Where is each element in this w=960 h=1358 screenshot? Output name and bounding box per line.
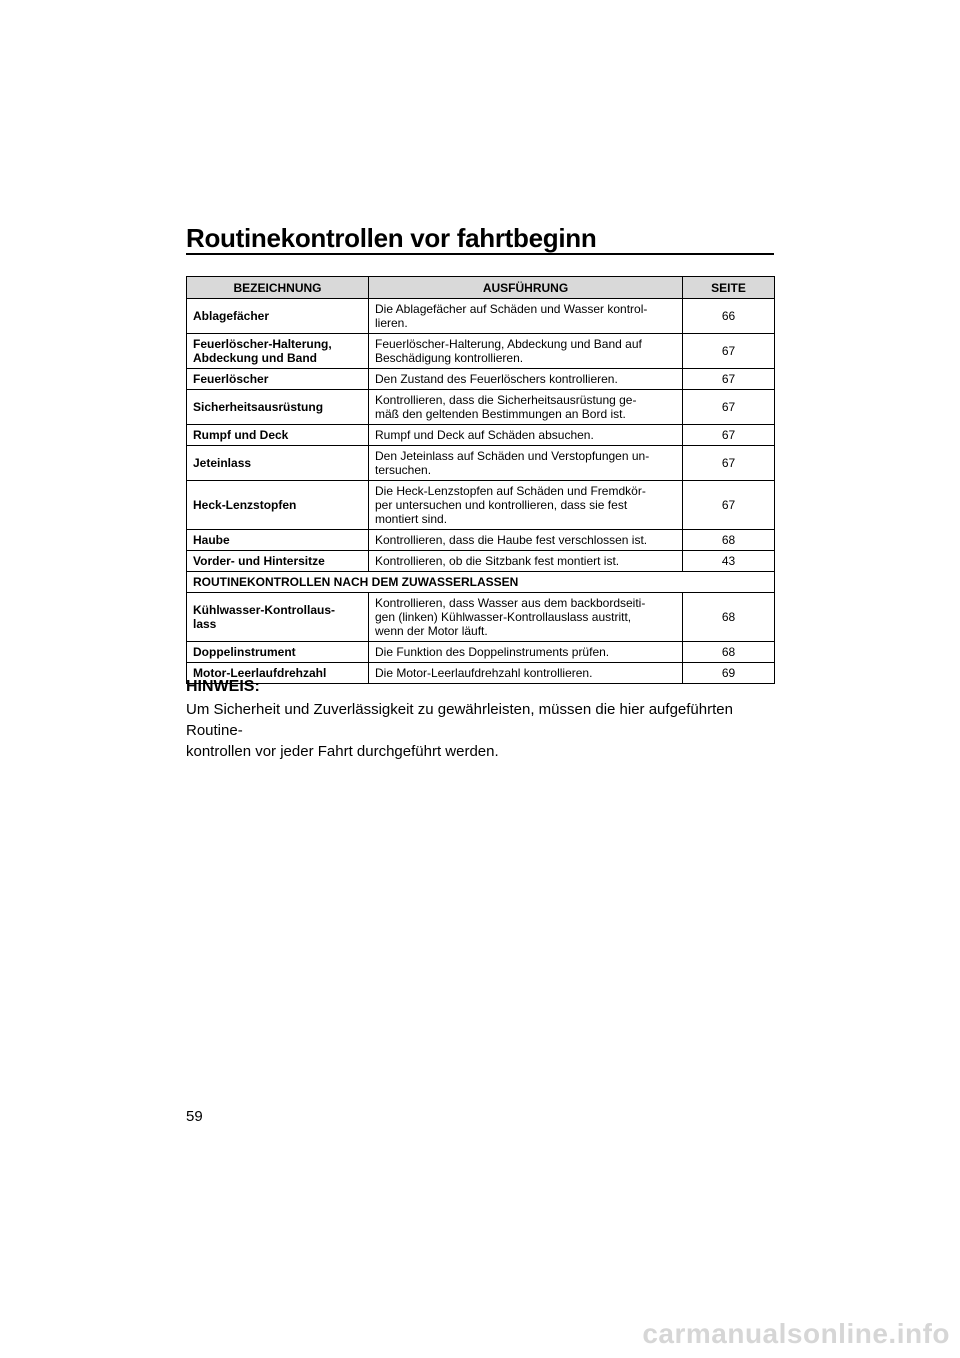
table-row (187, 593, 775, 642)
item-action-cell: Die Funktion des Doppelinstruments prüfen. (369, 642, 683, 663)
item-name-cell: Sicherheitsausrüstung (187, 390, 369, 425)
item-action-cell: Die Motor-Leerlaufdrehzahl kontrollieren. (369, 663, 683, 684)
item-action-cell: Kontrollieren, dass die Haube fest verschlossen ist. (369, 530, 683, 551)
table-row (187, 334, 775, 369)
item-page-cell: 69 (683, 663, 775, 684)
item-name-cell: Motor-Leerlaufdrehzahl (187, 663, 369, 684)
table-row (187, 663, 775, 684)
item-page-cell: 67 (683, 425, 775, 446)
table-body (187, 299, 775, 684)
section-row (187, 572, 775, 593)
table-row (187, 551, 775, 572)
page-title: Routinekontrollen vor fahrtbeginn (186, 223, 597, 253)
item-name-cell: Kühlwasser-Kontrollaus- lass (187, 593, 369, 642)
item-name-cell: Feuerlöscher (187, 369, 369, 390)
table-row (187, 369, 775, 390)
table-row (187, 446, 775, 481)
item-action-cell: Den Jeteinlass auf Schäden und Verstopfungen un- tersuchen. (369, 446, 683, 481)
note-text: Um Sicherheit und Zuverlässigkeit zu gewährleisten, müssen die hier aufgeführten Routine- kontrollen vor jeder Fahrt durchgeführt werden. (186, 701, 733, 760)
item-name-cell: Jeteinlass (187, 446, 369, 481)
item-action-cell: Kontrollieren, ob die Sitzbank fest montiert ist. (369, 551, 683, 572)
item-name-cell: Vorder- und Hintersitze (187, 551, 369, 572)
table-row (187, 642, 775, 663)
item-page-cell: 67 (683, 446, 775, 481)
column-header-action: AUSFÜHRUNG (369, 277, 683, 299)
item-name-cell: Ablagefächer (187, 299, 369, 334)
item-page-cell: 43 (683, 551, 775, 572)
title-divider (186, 253, 774, 255)
table-row (187, 481, 775, 530)
column-header-name: BEZEICHNUNG (187, 277, 369, 299)
section-label: ROUTINEKONTROLLEN NACH DEM ZUWASSERLASSEN (187, 572, 775, 593)
item-name-cell: Heck-Lenzstopfen (187, 481, 369, 530)
table-row (187, 390, 775, 425)
item-action-cell: Rumpf und Deck auf Schäden absuchen. (369, 425, 683, 446)
item-action-cell: Die Ablagefächer auf Schäden und Wasser kontrol- lieren. (369, 299, 683, 334)
table-row (187, 530, 775, 551)
item-name-cell: Haube (187, 530, 369, 551)
item-page-cell: 67 (683, 369, 775, 390)
column-header-page: SEITE (683, 277, 775, 299)
routine-check-table (186, 276, 775, 684)
item-page-cell: 68 (683, 530, 775, 551)
table-row (187, 425, 775, 446)
item-name-cell: Rumpf und Deck (187, 425, 369, 446)
item-action-cell: Die Heck-Lenzstopfen auf Schäden und Fremdkör- per untersuchen und kontrollieren, dass sie fest montiert sind. (369, 481, 683, 530)
item-action-cell: Kontrollieren, dass die Sicherheitsausrüstung ge- mäß den geltenden Bestimmungen an Bord ist. (369, 390, 683, 425)
item-page-cell: 67 (683, 390, 775, 425)
item-action-cell: Kontrollieren, dass Wasser aus dem backbordseiti- gen (linken) Kühlwasser-Kontrollauslass austritt, wenn der Motor läuft. (369, 593, 683, 642)
table-row (187, 299, 775, 334)
item-action-cell: Den Zustand des Feuerlöschers kontrollieren. (369, 369, 683, 390)
item-action-cell: Feuerlöscher-Halterung, Abdeckung und Band auf Beschädigung kontrollieren. (369, 334, 683, 369)
watermark-text: carmanualsonline.info (642, 1318, 950, 1349)
item-page-cell: 68 (683, 642, 775, 663)
item-page-cell: 67 (683, 334, 775, 369)
note-heading: HINWEIS: (186, 678, 260, 695)
page-number: 59 (186, 1108, 203, 1125)
item-name-cell: Doppelinstrument (187, 642, 369, 663)
item-page-cell: 67 (683, 481, 775, 530)
item-name-cell: Feuerlöscher-Halterung, Abdeckung und Band (187, 334, 369, 369)
item-page-cell: 68 (683, 593, 775, 642)
table-header-row (187, 277, 775, 299)
item-page-cell: 66 (683, 299, 775, 334)
